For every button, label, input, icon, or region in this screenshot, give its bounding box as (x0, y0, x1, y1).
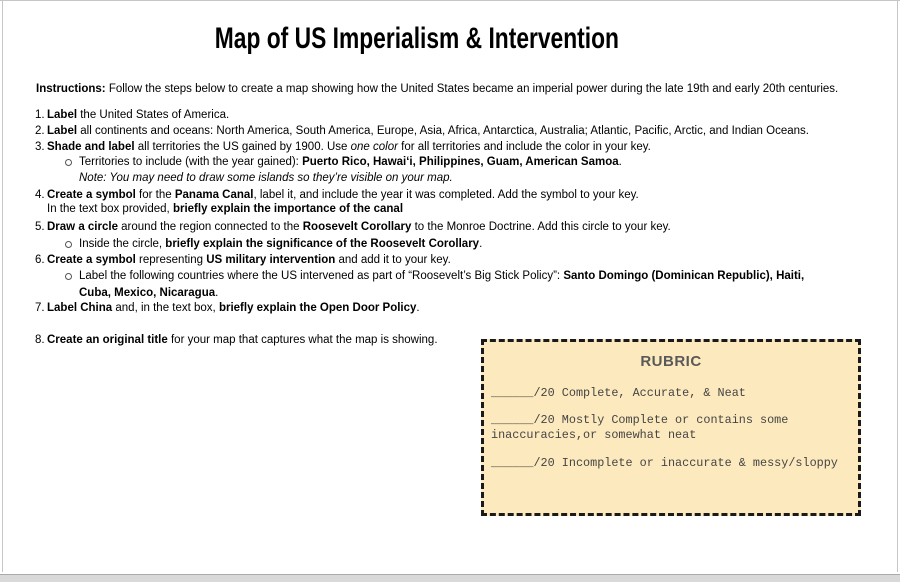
step-4-regular-2: , label it, and include the year it was completed. Add the symbol to your key. (253, 189, 639, 201)
step-7-bold: Label China (47, 302, 113, 314)
step-1-regular: the United States of America. (77, 109, 230, 121)
step-4-bold: Create a symbol (47, 189, 136, 201)
instructions-label: Instructions: (36, 83, 106, 95)
step-5-bold-2: Roosevelt Corollary (302, 221, 412, 233)
step-3-note-text: Note: You may need to draw some islands so they’re visible on your map. (79, 172, 453, 184)
step-5-number: 5. (35, 221, 45, 233)
bullet-circle-icon (65, 273, 72, 280)
bullet-circle-icon (65, 241, 72, 248)
step-1-number: 1. (35, 109, 45, 121)
step-8-bold: Create an original title (47, 334, 168, 346)
step-5-regular-2: to the Monroe Doctrine. Add this circle to your key. (411, 221, 671, 233)
step-4-bold-2: Panama Canal (174, 189, 254, 201)
rubric-box (481, 339, 861, 516)
subitem-bold: Santo Domingo (Dominican Republic), Haiti, (563, 270, 805, 282)
instructions-text: Follow the steps below to create a map showing how the United States became an imperial power during the late 19th and early 20th centuries. (105, 83, 839, 95)
step-6-number: 6. (35, 254, 45, 266)
step-3-regular-2: for all territories and include the color in your key. (397, 141, 651, 153)
step-8-text (47, 332, 438, 348)
step-2-text (47, 123, 809, 139)
subitem-period: . (618, 156, 622, 168)
rubric-line-1: ______/20 Complete, Accurate, & Neat (491, 386, 746, 400)
step-1-bold: Label (47, 109, 78, 121)
step-6-text (47, 252, 451, 268)
step-5-text (47, 219, 671, 235)
step-5-bold: Draw a circle (47, 221, 118, 233)
step-5-subitem-text (79, 236, 482, 252)
subitem-regular: Inside the circle, (79, 238, 166, 250)
step-3-italic: one color (350, 141, 398, 153)
step-7-bold-2: briefly explain the Open Door Policy (218, 302, 417, 314)
step-4b-bold: briefly explain the importance of the canal (172, 203, 404, 215)
step-3-regular: all territories the US gained by 1900. Use (134, 141, 351, 153)
subitem-regular: Territories to include (with the year gained): (79, 156, 303, 168)
subitem-bold: briefly explain the significance of the Roosevelt Corollary (165, 238, 480, 250)
step-3-bold: Shade and label (47, 141, 135, 153)
step-6-subitem-text (79, 268, 804, 302)
step-4-continuation-text (47, 201, 403, 217)
bottom-edge-bar (0, 574, 900, 582)
subitem-bold: Puerto Rico, Hawaiʻi, Philippines, Guam, American Samoa (302, 156, 619, 168)
rubric-line-3: ______/20 Incomplete or inaccurate & messy/sloppy (491, 456, 838, 470)
step-2-regular: all continents and oceans: North America, South America, Europe, Asia, Africa, Antarctica, Australia; Atlantic, Pacific, Arctic, and Indian Oceans. (77, 125, 809, 137)
step-8-number: 8. (35, 334, 45, 346)
page-border-left (2, 0, 3, 572)
step-6-regular: representing (135, 254, 207, 266)
page-border-top (0, 0, 900, 1)
step-5-regular: around the region connected to the (117, 221, 303, 233)
step-4-number: 4. (35, 189, 45, 201)
subitem-bold-2: Cuba, Mexico, Nicaragua (79, 287, 216, 299)
step-7-text (47, 300, 420, 316)
step-4-regular: for the (135, 189, 175, 201)
step-2-bold: Label (47, 125, 78, 137)
step-3-number: 3. (35, 141, 45, 153)
rubric-title: RUBRIC (640, 353, 702, 370)
step-6-bold-2: US military intervention (206, 254, 336, 266)
step-3-subitem-text (79, 154, 622, 170)
subitem-period: . (215, 287, 219, 299)
step-8-regular: for your map that captures what the map is showing. (167, 334, 438, 346)
bullet-circle-icon (65, 159, 72, 166)
step-6-bold: Create a symbol (47, 254, 136, 266)
step-4b-regular: In the text box provided, (47, 203, 173, 215)
step-6-regular-2: and add it to your key. (335, 254, 451, 266)
step-3-text (47, 139, 651, 155)
step-7-regular-2: . (416, 302, 420, 314)
subitem-period: . (479, 238, 483, 250)
page-title (0, 22, 834, 56)
step-2-number: 2. (35, 125, 45, 137)
subitem-regular: Label the following countries where the US intervened as part of “Roosevelt’s Big Stick Policy”: (79, 270, 564, 282)
step-1-text (47, 107, 229, 123)
page-border-right (897, 0, 898, 572)
step-7-regular: and, in the text box, (112, 302, 219, 314)
instructions-line (36, 81, 838, 97)
step-7-number: 7. (35, 302, 45, 314)
page-title-text: Map of US Imperialism & Intervention (214, 22, 620, 55)
rubric-line-2: ______/20 Mostly Complete or contains some inaccuracies,or somewhat neat (491, 413, 789, 442)
